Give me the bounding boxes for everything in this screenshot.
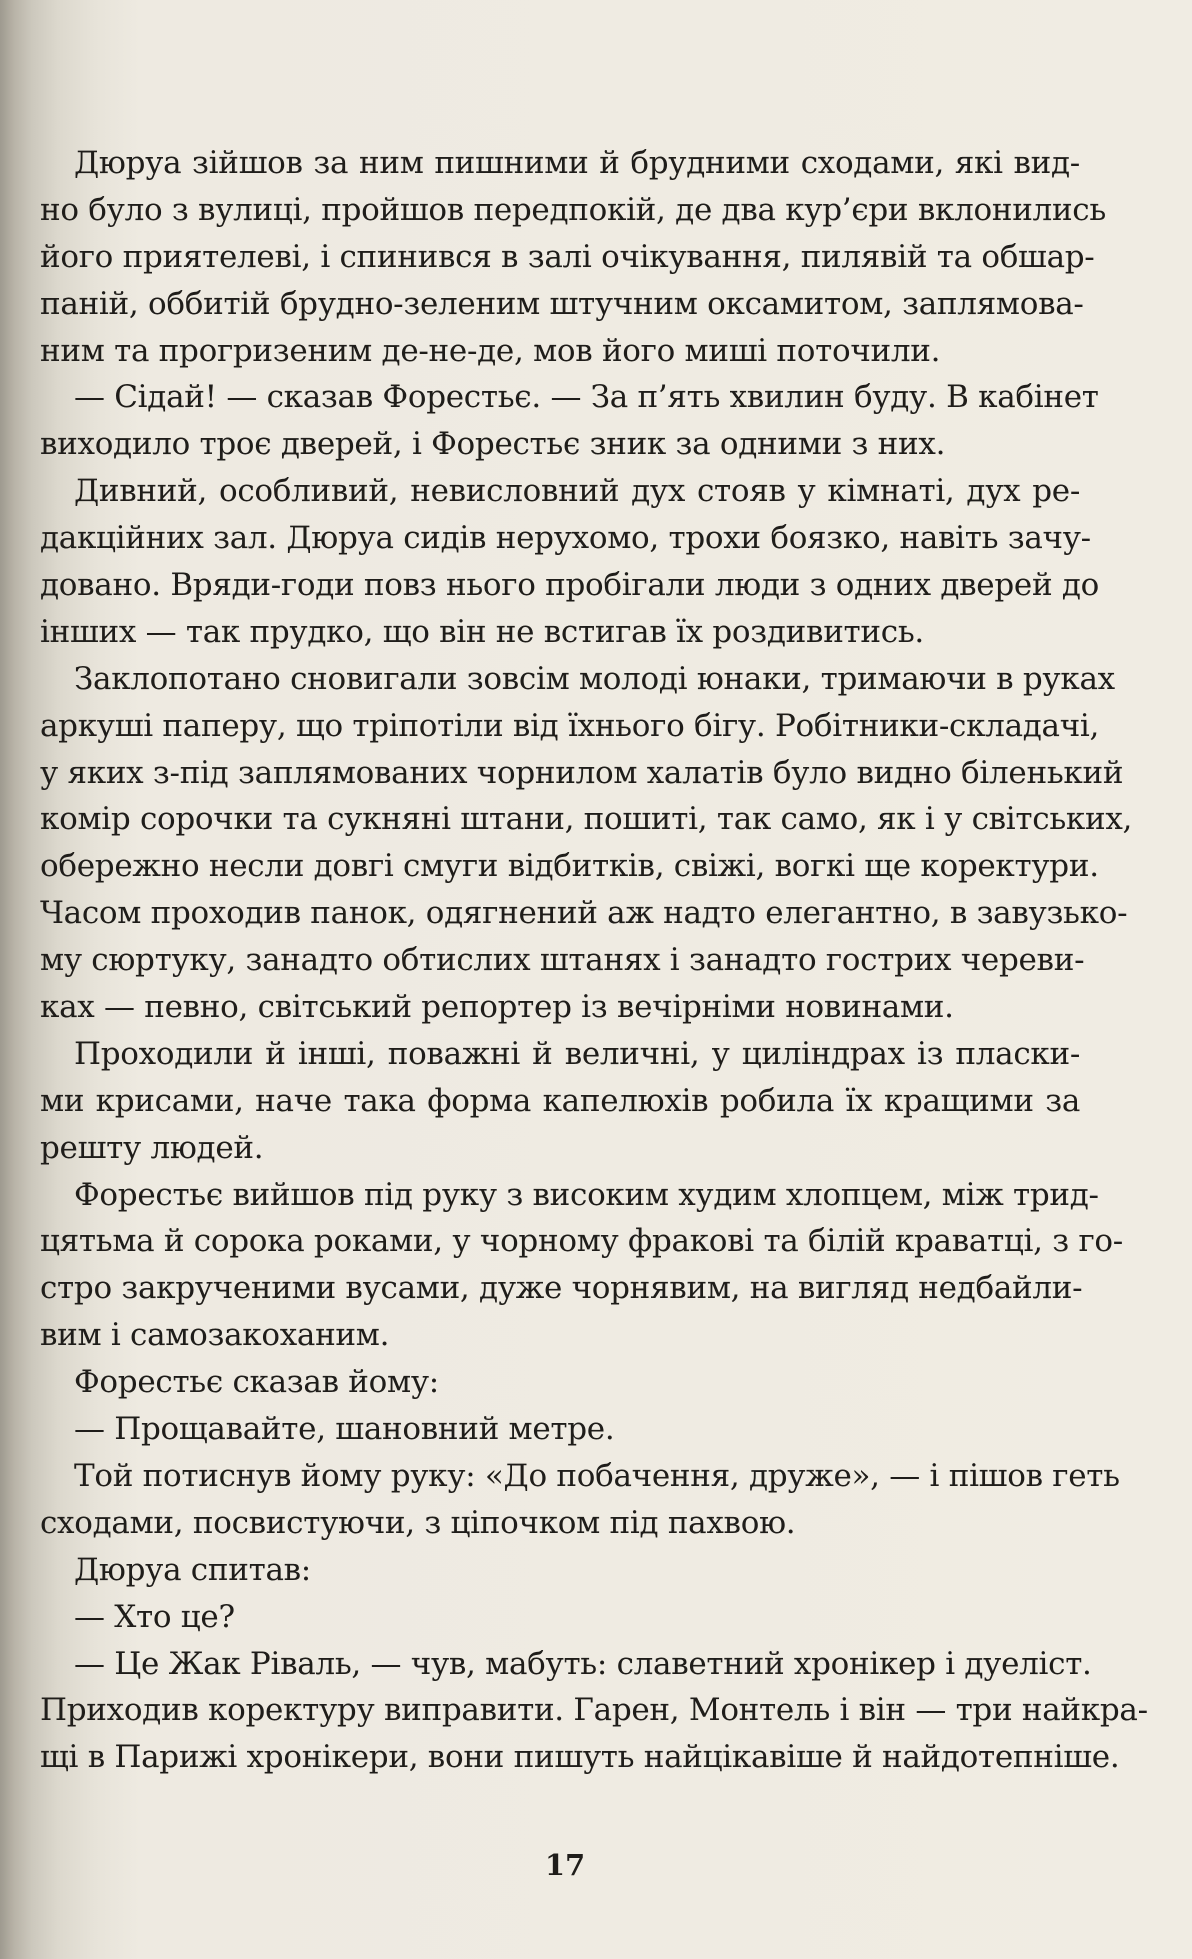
text-line: комір сорочки та сукняні штани, пошиті, так само, як і у світських, — [40, 801, 1133, 838]
text-line: ми крисами, наче така форма капелюхів робила їх кращими за — [40, 1082, 1080, 1119]
text-line: Форестьє вийшов під руку з високим худим хлопцем, між трид- — [74, 1176, 1099, 1213]
text-line: дакційних зал. Дюруа сидів нерухомо, трохи боязко, навіть зачу- — [40, 520, 1091, 557]
text-line: обережно несли довгі смуги відбитків, свіжі, вогкі ще коректури. — [40, 848, 1099, 885]
text-line: сходами, посвистуючи, з ціпочком під пахвою. — [40, 1504, 796, 1541]
text-line: Проходили й інші, поважні й величні, у циліндрах із пласки- — [74, 1035, 1080, 1072]
text-line: стро закрученими вусами, дуже чорнявим, на вигляд недбайли- — [40, 1270, 1083, 1307]
body-text — [40, 140, 1148, 1781]
page-number: 17 — [544, 1848, 586, 1882]
text-line: цятьма й сорока роками, у чорному фракові та білій краватці, з го- — [40, 1223, 1123, 1260]
text-line: — Хто це? — [74, 1598, 235, 1635]
text-line: Приходив коректуру виправити. Гарен, Монтель і він — три найкра- — [40, 1692, 1148, 1729]
text-line: ним та прогризеним де-не-де, мов його миші поточили. — [40, 332, 941, 369]
text-line: — Прощавайте, шановний метре. — [74, 1411, 615, 1448]
text-line: Форестьє сказав йому: — [74, 1364, 439, 1401]
text-line: довано. Вряди-годи повз нього пробігали люди з одних дверей до — [40, 567, 1100, 604]
text-line: решту людей. — [40, 1129, 264, 1166]
text-line: Часом проходив панок, одягнений аж надто елегантно, в завузько- — [40, 895, 1128, 932]
text-line: ках — певно, світський репортер із вечірніми новинами. — [40, 989, 954, 1026]
text-line: Заклопотано сновигали зовсім молоді юнаки, тримаючи в руках — [74, 660, 1115, 697]
text-line: виходило троє дверей, і Форестьє зник за одними з них. — [40, 426, 946, 463]
text-line: му сюртуку, занадто обтислих штанях і занадто гострих череви- — [40, 942, 1085, 979]
text-line: — Це Жак Ріваль, — чув, мабуть: славетний хронікер і дуеліст. — [74, 1645, 1092, 1682]
text-line: Дивний, особливий, невисловний дух стояв у кімнаті, дух ре- — [74, 473, 1080, 510]
text-line: щі в Парижі хронікери, вони пишуть найцікавіше й найдотепніше. — [40, 1739, 1120, 1776]
text-line: Дюруа зійшов за ним пишними й брудними сходами, які вид- — [74, 145, 1080, 181]
text-line: Дюруа спитав: — [74, 1551, 311, 1588]
text-line: у яких з-під заплямованих чорнилом халатів було видно біленький — [40, 754, 1124, 791]
text-line: аркуші паперу, що тріпотіли від їхнього бігу. Робітники-складачі, — [40, 707, 1100, 744]
text-line: його приятелеві, і спинився в залі очікування, пилявій та обшар- — [40, 238, 1095, 275]
text-line: — Сідай! — сказав Форестьє. — За п’ять хвилин буду. В кабінет — [74, 379, 1099, 416]
text-line: вим і самозакоханим. — [40, 1317, 390, 1354]
text-line: паній, оббитій брудно-зеленим штучним оксамитом, заплямова- — [40, 285, 1084, 322]
text-line: Той потиснув йому руку: «До побачення, друже», — і пішов геть — [74, 1457, 1120, 1494]
text-line: но було з вулиці, пройшов передпокій, де два кур’єри вклонились — [40, 191, 1106, 228]
text-line: інших — так прудко, що він не встигав їх роздивитись. — [40, 613, 924, 650]
